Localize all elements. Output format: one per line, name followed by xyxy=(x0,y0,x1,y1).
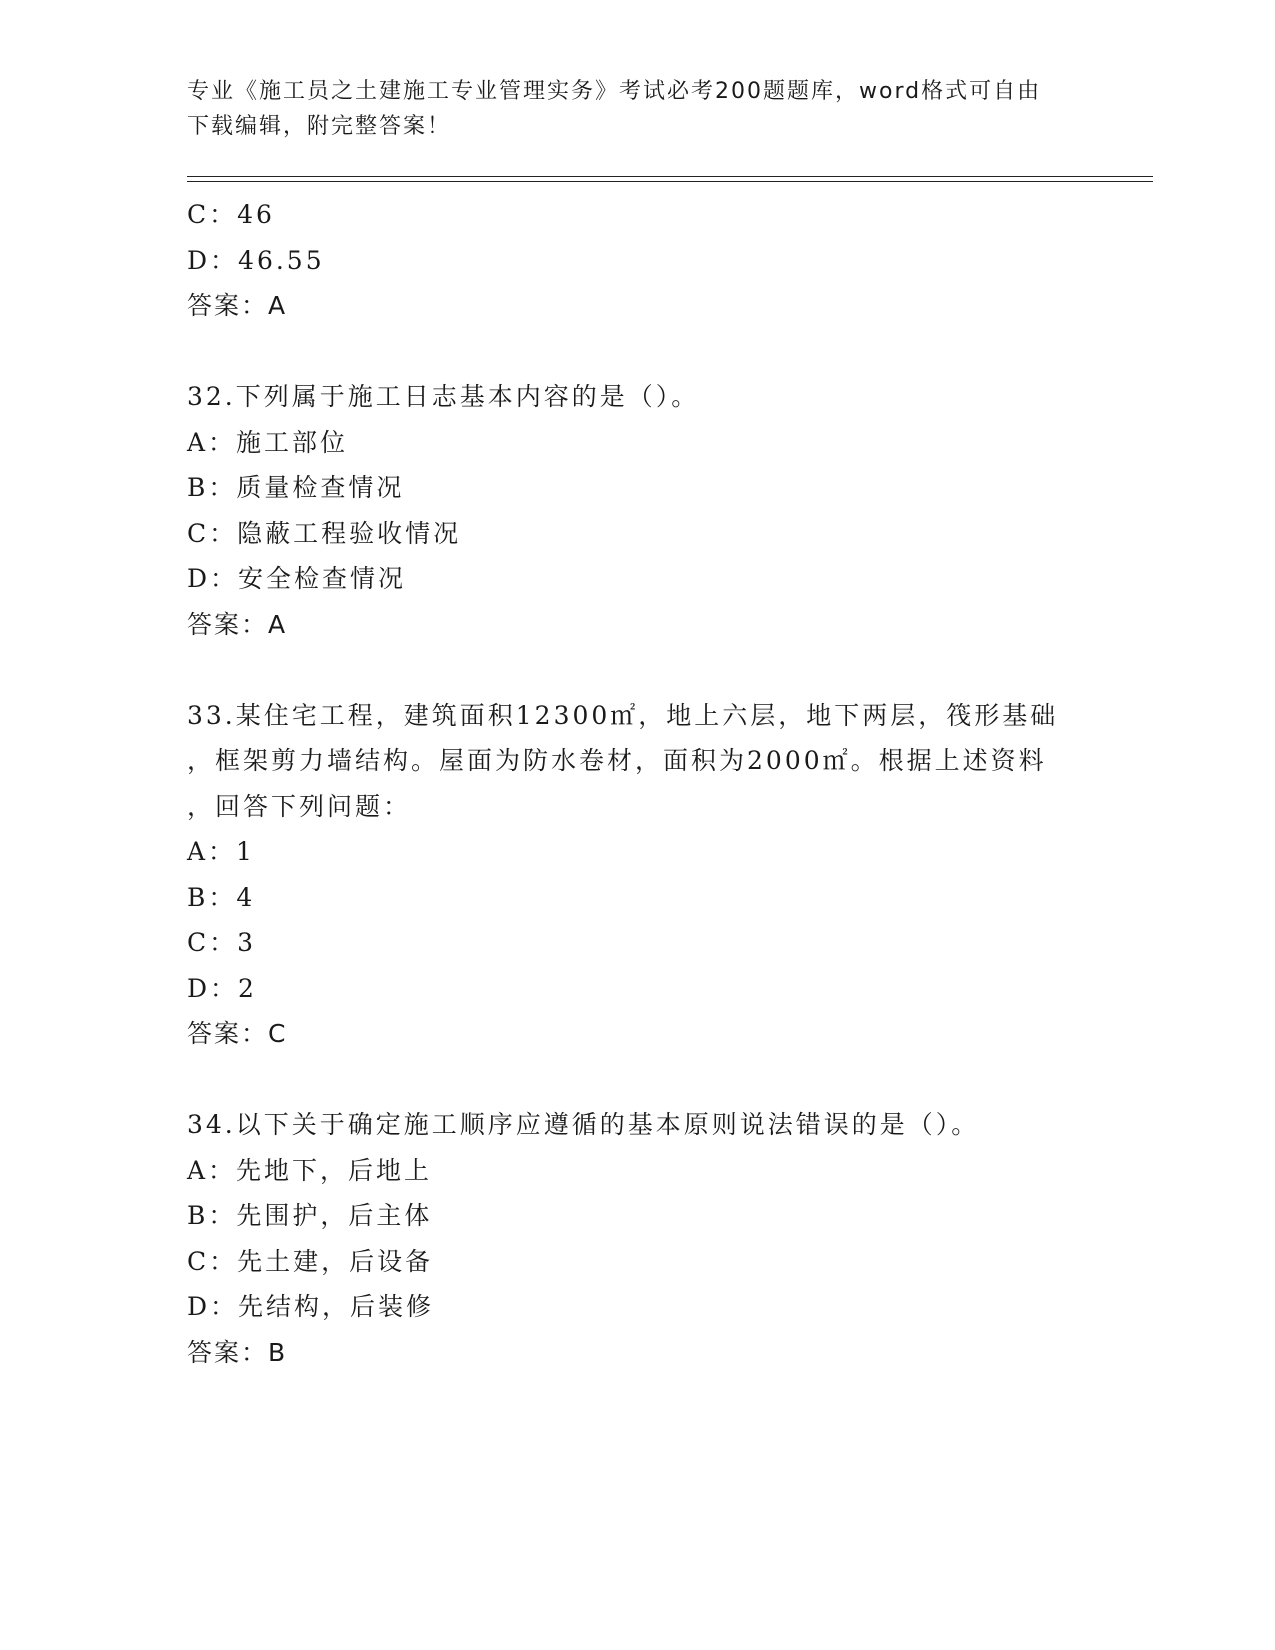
header-title-line-1: 专业《施工员之土建施工专业管理实务》考试必考200题题库，word格式可自由 xyxy=(187,79,1042,104)
header-divider-bottom xyxy=(187,181,1153,182)
option-d: D：先结构，后装修 xyxy=(187,1292,435,1321)
option-a: A：1 xyxy=(187,837,255,866)
answer-line: 答案：A xyxy=(187,291,288,320)
option-a: A：施工部位 xyxy=(187,427,349,457)
option-d: D：46.55 xyxy=(187,245,325,275)
option-d: D：安全检查情况 xyxy=(187,564,407,593)
question-stem-line-2: ，框架剪力墙结构。屋面为防水卷材，面积为2000㎡。根据上述资料 xyxy=(187,746,1047,775)
option-c: C：46 xyxy=(187,200,275,229)
spacer xyxy=(187,647,1087,693)
question-34 xyxy=(187,1102,1087,1375)
header-title-line-2: 下载编辑，附完整答案！ xyxy=(187,114,452,139)
option-b: B：先围护，后主体 xyxy=(187,1201,433,1230)
question-stem: 34.以下关于确定施工顺序应遵循的基本原则说法错误的是（）。 xyxy=(187,1110,980,1139)
option-d: D：2 xyxy=(187,973,257,1003)
option-b: B：质量检查情况 xyxy=(187,473,405,502)
question-list xyxy=(187,192,1087,1375)
option-b: B：4 xyxy=(187,882,256,912)
answer-line: 答案：B xyxy=(187,1337,288,1367)
option-a: A：先地下，后地上 xyxy=(187,1155,433,1185)
option-c: C：隐蔽工程验收情况 xyxy=(187,518,462,548)
question-31-continued xyxy=(187,192,1087,329)
page-header xyxy=(187,74,1087,144)
header-divider-top xyxy=(187,176,1153,177)
answer-line: 答案：A xyxy=(187,609,288,639)
question-stem-line-1: 33.某住宅工程，建筑面积12300㎡，地上六层，地下两层，筏形基础 xyxy=(187,700,1059,730)
question-stem: 32.下列属于施工日志基本内容的是（）。 xyxy=(187,382,700,411)
question-stem-line-3: ，回答下列问题： xyxy=(187,791,412,821)
answer-line: 答案：C xyxy=(187,1019,288,1048)
spacer xyxy=(187,329,1087,375)
question-33 xyxy=(187,693,1087,1057)
spacer xyxy=(187,1057,1087,1103)
option-c: C：先土建，后设备 xyxy=(187,1246,434,1276)
question-32 xyxy=(187,374,1087,647)
option-c: C：3 xyxy=(187,928,257,957)
